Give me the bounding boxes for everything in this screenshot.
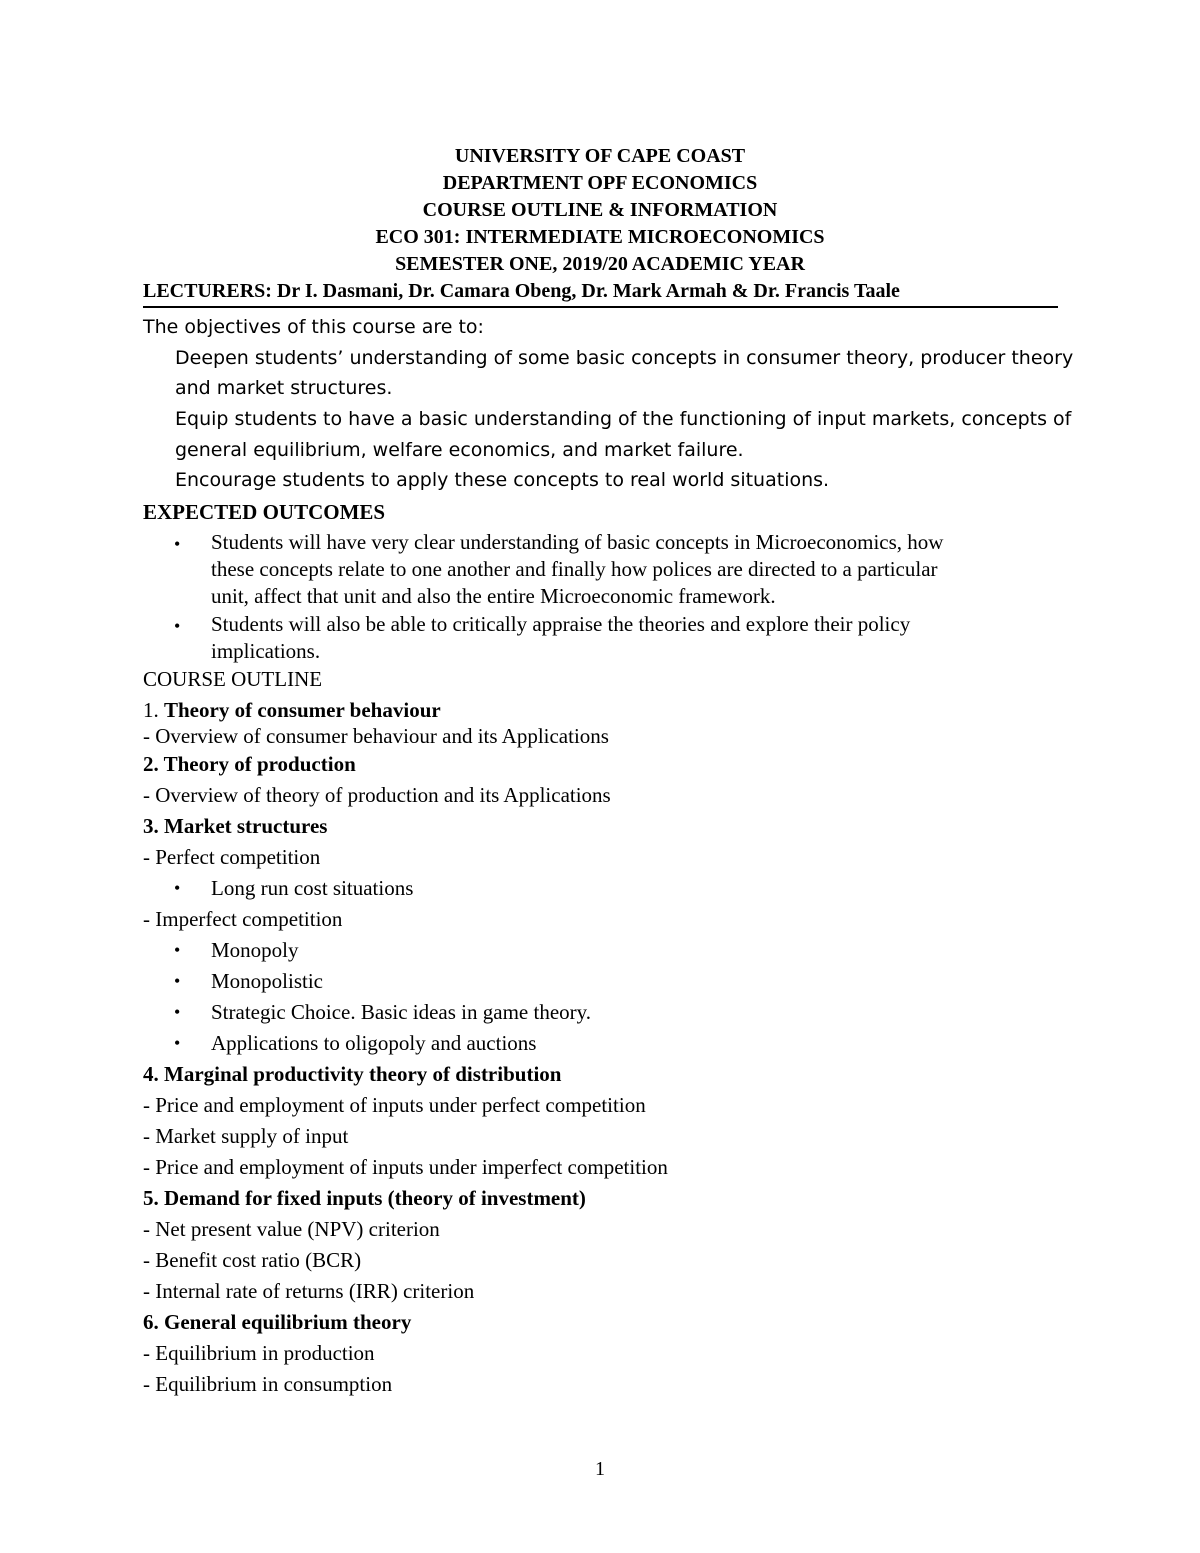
document-title: COURSE OUTLINE & INFORMATION — [422, 199, 778, 221]
outline-item: - Overview of consumer behaviour and its Applications — [143, 724, 609, 748]
outline-item: - Equilibrium in production — [143, 1341, 375, 1365]
section-5-title: 5. Demand for fixed inputs (theory of investment) — [143, 1186, 586, 1210]
outline-item: - Overview of theory of production and its Applications — [143, 783, 611, 807]
outline-subitem: Monopoly — [211, 938, 299, 962]
bullet-icon: • — [174, 878, 181, 898]
section-1-title: Theory of consumer behaviour — [164, 698, 441, 722]
outcome-item-cont: unit, affect that unit and also the entire Microeconomic framework. — [211, 584, 776, 608]
outcome-item-cont: these concepts relate to one another and finally how polices are directed to a particular — [211, 557, 938, 581]
objective-item: Equip students to have a basic understanding of the functioning of input markets, concepts of — [175, 408, 1072, 430]
bullet-icon: • — [174, 971, 181, 991]
bullet-icon: • — [174, 1002, 181, 1022]
outcome-item: Students will have very clear understanding of basic concepts in Microeconomics, how — [211, 530, 944, 554]
objective-item: Encourage students to apply these concepts to real world situations. — [175, 469, 830, 491]
outline-item: - Market supply of input — [143, 1124, 349, 1148]
outcome-item-cont: implications. — [211, 639, 321, 663]
section-1-number: 1. — [143, 698, 159, 722]
bullet-icon: • — [174, 940, 181, 960]
outline-subitem: Monopolistic — [211, 969, 324, 993]
section-2-title: 2. Theory of production — [143, 752, 356, 776]
outline-item: - Imperfect competition — [143, 907, 343, 931]
outline-subitem: Applications to oligopoly and auctions — [211, 1031, 537, 1055]
section-6-title: 6. General equilibrium theory — [143, 1310, 412, 1334]
outline-subitem: Long run cost situations — [211, 876, 414, 900]
outline-heading: COURSE OUTLINE — [143, 667, 323, 691]
objective-item: Deepen students’ understanding of some basic concepts in consumer theory, producer theory — [175, 347, 1074, 369]
outline-item: - Benefit cost ratio (BCR) — [143, 1248, 362, 1272]
outline-item: - Internal rate of returns (IRR) criterion — [143, 1279, 475, 1303]
outcome-item: Students will also be able to critically appraise the theories and explore their policy — [211, 612, 911, 636]
outcomes-heading: EXPECTED OUTCOMES — [143, 500, 386, 524]
outline-subitem: Strategic Choice. Basic ideas in game theory. — [211, 1000, 592, 1024]
objectives-intro: The objectives of this course are to: — [143, 316, 484, 338]
document-header — [0, 143, 1200, 278]
bullet-icon: • — [174, 616, 181, 636]
semester-line: SEMESTER ONE, 2019/20 ACADEMIC YEAR — [395, 253, 805, 275]
section-3-title: 3. Market structures — [143, 814, 328, 838]
objective-item-cont: general equilibrium, welfare economics, and market failure. — [175, 439, 744, 461]
outline-item: - Price and employment of inputs under imperfect competition — [143, 1155, 668, 1179]
bullet-icon: • — [174, 534, 181, 554]
outline-item: - Price and employment of inputs under perfect competition — [143, 1093, 646, 1117]
page-number: 1 — [595, 1458, 605, 1480]
bullet-icon: • — [174, 1033, 181, 1053]
outline-item: - Net present value (NPV) criterion — [143, 1217, 440, 1241]
outline-item: - Perfect competition — [143, 845, 321, 869]
course-title: ECO 301: INTERMEDIATE MICROECONOMICS — [375, 226, 825, 248]
department-name: DEPARTMENT OPF ECONOMICS — [442, 172, 758, 194]
university-name: UNIVERSITY OF CAPE COAST — [454, 145, 746, 167]
lecturers-line: LECTURERS: Dr I. Dasmani, Dr. Camara Obeng, Dr. Mark Armah & Dr. Francis Taale — [143, 278, 1058, 308]
objective-item-cont: and market structures. — [175, 377, 393, 399]
section-4-title: 4. Marginal productivity theory of distribution — [143, 1062, 562, 1086]
outline-item: - Equilibrium in consumption — [143, 1372, 393, 1396]
